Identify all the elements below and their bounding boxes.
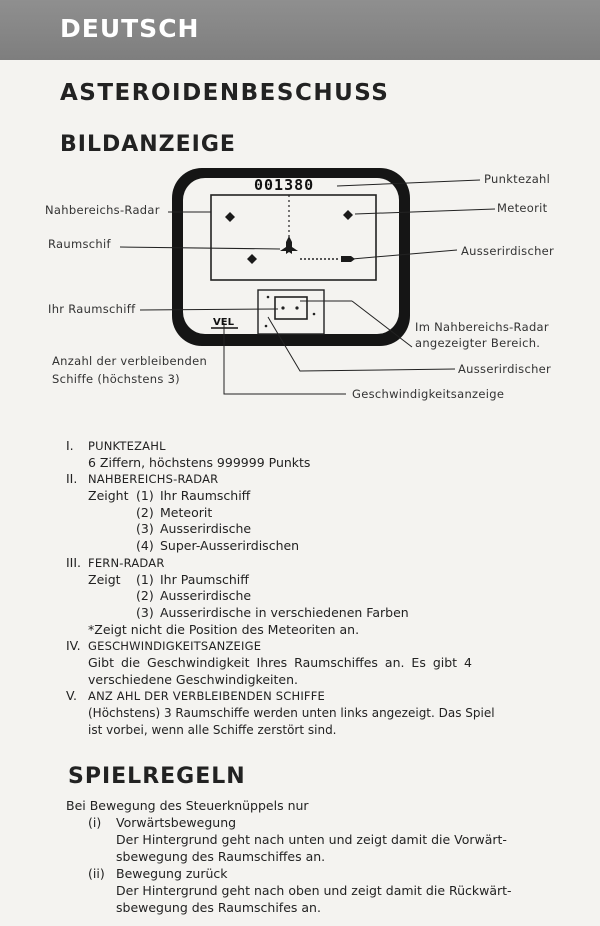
sub-item-text: Meteorit <box>160 504 213 520</box>
radar-dot <box>281 306 284 309</box>
rule-heading-row <box>66 865 566 882</box>
sub-item-number: (3) <box>136 604 154 620</box>
sub-item-text: Ausserirdische <box>160 588 252 604</box>
sub-item-row <box>66 605 566 622</box>
screen-diagram <box>0 160 600 420</box>
item-note: *Zeigt nicht die Position des Meteoriten an. <box>88 621 360 637</box>
rule-text: Der Hintergrund geht nach unten und zeigt damit die Vorwärt- <box>116 832 507 847</box>
item-text: ist vorbei, wenn alle Schiffe zerstört sind. <box>88 722 337 737</box>
rule-text-row <box>66 899 566 916</box>
radar-dot <box>267 296 270 299</box>
label-ihr-raumschiff: Ihr Raumschiff <box>48 302 136 316</box>
rule-number: (i) <box>88 815 102 830</box>
item-intro: Zeight <box>88 488 129 504</box>
rule-text-row <box>66 882 566 899</box>
label-im-radar-line2: angezeigter Bereich. <box>415 336 541 350</box>
sub-item-row <box>66 488 566 505</box>
rule-text-row <box>66 831 566 848</box>
item-text: verschiedene Geschwindigkeiten. <box>88 671 298 687</box>
item-text: (Höchstens) 3 Raumschiffe werden unten links angezeigt. Das Spiel <box>88 706 495 720</box>
rules-list <box>66 797 566 916</box>
language-header-bar <box>0 0 600 60</box>
list-item-heading-row <box>66 555 566 572</box>
rule-number: (ii) <box>88 866 105 881</box>
rule-title: Vorwärtsbewegung <box>116 815 237 830</box>
display-items-list <box>66 438 566 738</box>
rules-intro-row <box>66 797 566 814</box>
item-text-row <box>66 672 566 689</box>
label-ausserirdischer-top: Ausserirdischer <box>461 244 555 258</box>
sub-item-row <box>66 588 566 605</box>
item-number: I. <box>66 438 74 453</box>
item-heading: NAHBEREICHS-RADAR <box>88 472 219 487</box>
item-number: V. <box>66 688 77 704</box>
item-intro: Zeigt <box>88 571 121 587</box>
tv-screen <box>183 178 399 334</box>
item-note-row <box>66 622 566 639</box>
sub-item-row <box>66 572 566 589</box>
score-readout: 001380 <box>254 176 315 194</box>
item-text-row <box>66 455 566 472</box>
list-item-heading-row <box>66 638 566 655</box>
list-item-heading-row <box>66 471 566 488</box>
sub-item-text: Ausserirdische in verschiedenen Farben <box>160 604 409 620</box>
sub-item-text: Super-Ausserirdischen <box>160 538 300 554</box>
item-text-row <box>66 722 566 739</box>
list-item-heading-row <box>66 688 566 705</box>
rules-intro: Bei Bewegung des Steuerknüppels nur <box>66 798 309 813</box>
section-heading-display: BILDANZEIGE <box>60 132 236 157</box>
label-punktezahl: Punktezahl <box>484 172 551 186</box>
radar-dot <box>295 306 298 309</box>
sub-item-number: (2) <box>136 588 154 604</box>
rule-text: sbewegung des Raumschifes an. <box>116 900 321 915</box>
item-heading: FERN-RADAR <box>88 555 165 570</box>
item-text: 6 Ziffern, höchstens 999999 Punkts <box>88 454 311 470</box>
label-meteorit: Meteorit <box>497 201 548 215</box>
label-anzahl-line2: Schiffe (höchstens 3) <box>52 372 180 386</box>
section-heading-rules: SPIELREGELN <box>68 764 246 789</box>
item-heading: ANZ AHL DER VERBLEIBENDEN SCHIFFE <box>88 689 326 704</box>
item-heading: PUNKTEZAHL <box>88 439 166 453</box>
sub-item-text: Ihr Raumschiff <box>160 488 251 504</box>
sub-item-row <box>66 521 566 538</box>
sub-item-row <box>66 538 566 555</box>
rule-title: Bewegung zurück <box>116 866 228 881</box>
label-raumschif: Raumschif <box>48 237 111 251</box>
rule-text: sbewegung des Raumschiffes an. <box>116 849 326 864</box>
label-nahbereichs-radar: Nahbereichs-Radar <box>45 203 160 217</box>
rule-text: Der Hintergrund geht nach oben und zeigt damit die Rückwärt- <box>116 883 512 898</box>
item-heading: GESCHWINDIGKEITSANZEIGE <box>88 639 262 654</box>
radar-dot <box>265 325 268 328</box>
item-text: Gibt die Geschwindigkeit Ihres Raumschiffes an. Es gibt 4 <box>88 654 472 670</box>
rule-text-row <box>66 848 566 865</box>
speed-tag: VEL <box>213 317 234 328</box>
radar-dot <box>313 313 316 316</box>
sub-item-text: Ihr Paumschiff <box>160 571 249 587</box>
item-number: II. <box>66 471 78 487</box>
label-anzahl-line1: Anzahl der verbleibenden <box>52 354 208 368</box>
item-number: III. <box>66 554 82 570</box>
item-text-row <box>66 705 566 722</box>
sub-item-text: Ausserirdische <box>160 521 252 537</box>
label-geschwindigkeit: Geschwindigkeitsanzeige <box>352 387 505 401</box>
sub-item-number: (2) <box>136 504 154 520</box>
item-text-row <box>66 655 566 672</box>
sub-item-number: (4) <box>136 538 154 554</box>
language-label: DEUTSCH <box>60 14 200 43</box>
page-title: ASTEROIDENBESCHUSS <box>60 80 390 106</box>
sub-item-number: (3) <box>136 521 154 537</box>
label-ausserirdischer-bottom: Ausserirdischer <box>458 362 552 376</box>
sub-item-number: (1) <box>136 571 154 587</box>
sub-item-row <box>66 505 566 522</box>
sub-item-number: (1) <box>136 488 154 504</box>
item-number: IV. <box>66 638 81 654</box>
rule-heading-row <box>66 814 566 831</box>
list-item-heading-row <box>66 438 566 455</box>
label-im-radar-line1: Im Nahbereichs-Radar <box>415 320 549 334</box>
